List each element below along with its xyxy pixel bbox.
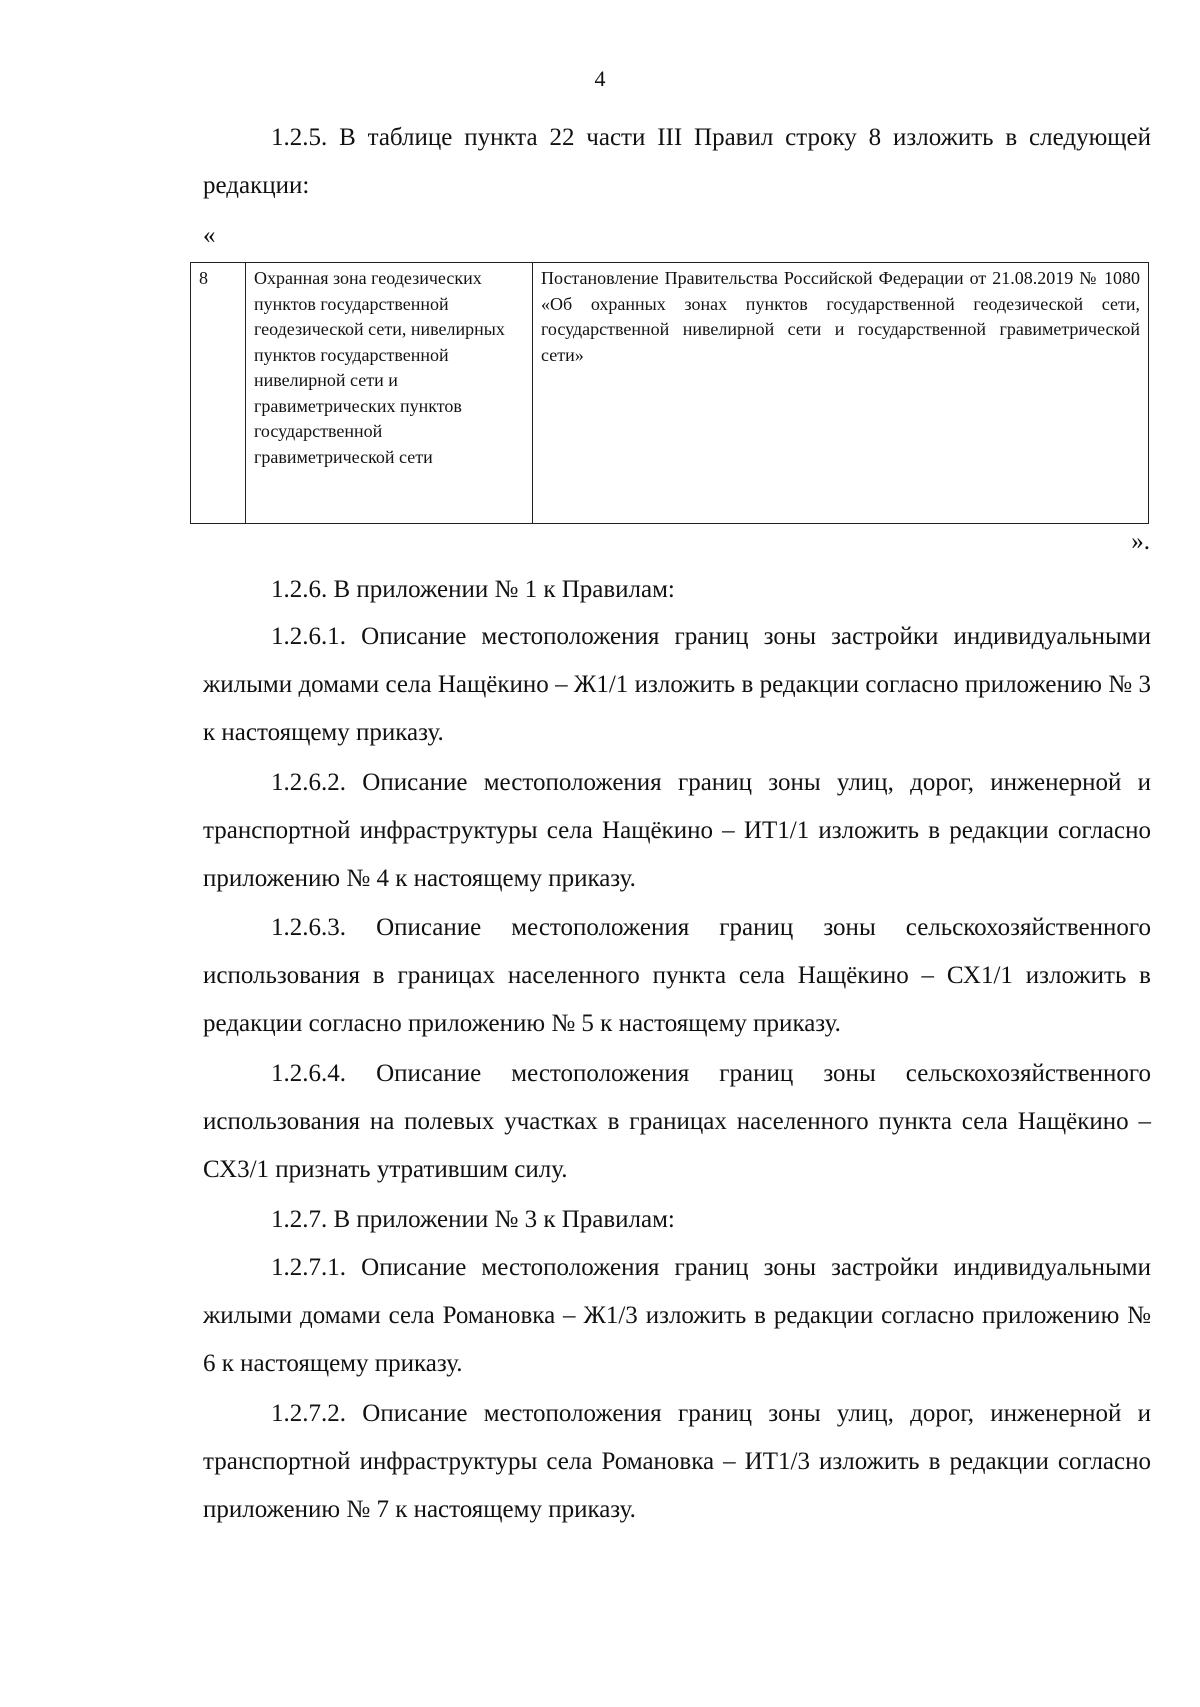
paragraph-1-2-7-1: 1.2.7.1. Описание местоположения границ зоны застройки индивидуальными жилыми домами села Романовка – Ж1/3 изложить в редакции согласно приложению № 6 к настоящему приказу. (203, 1254, 1151, 1377)
page-number: 4 (594, 66, 606, 91)
paragraph-1-2-6-4: 1.2.6.4. Описание местоположения границ зоны сельскохозяйственного использования на полевых участках в границах населенного пункта села Нащёкино – СХ3/1 признать утратившим силу. (203, 1060, 1151, 1183)
closing-quote: ». (1131, 528, 1150, 555)
opening-quote: « (203, 222, 216, 249)
legal-document-cell: Постановление Правительства Российской Федерации от 21.08.2019 № 1080 «Об охранных зонах пунктов государственной геодезической сети, государственной нивелирной сети и государственной гравиметрической сети» (533, 263, 1149, 524)
paragraph-1-2-6-1: 1.2.6.1. Описание местоположения границ зоны застройки индивидуальными жилыми домами села Нащёкино – Ж1/1 изложить в редакции согласно приложению № 3 к настоящему приказу. (203, 623, 1151, 746)
paragraph-1-2-5: 1.2.5. В таблице пункта 22 части III Правил строку 8 изложить в следующей редакции: (203, 124, 1151, 199)
paragraph-1-2-7-2: 1.2.7.2. Описание местоположения границ зоны улиц, дорог, инженерной и транспортной инфраструктуры села Романовка – ИТ1/3 изложить в редакции согласно приложению № 7 к настоящему приказу. (203, 1400, 1151, 1523)
paragraph-1-2-6-2: 1.2.6.2. Описание местоположения границ зоны улиц, дорог, инженерной и транспортной инфраструктуры села Нащёкино – ИТ1/1 изложить в редакции согласно приложению № 4 к настоящему приказу. (203, 769, 1151, 892)
row-number-cell: 8 (191, 263, 246, 524)
paragraph-1-2-6: 1.2.6. В приложении № 1 к Правилам: (271, 576, 675, 603)
paragraph-1-2-6-3: 1.2.6.3. Описание местоположения границ зоны сельскохозяйственного использования в границах населенного пункта села Нащёкино – СХ1/1 изложить в редакции согласно приложению № 5 к настоящему приказу. (203, 914, 1151, 1037)
amendment-table (190, 262, 1149, 524)
table-row (191, 263, 1149, 524)
paragraph-1-2-7: 1.2.7. В приложении № 3 к Правилам: (271, 1206, 675, 1233)
zone-name-cell: Охранная зона геодезических пунктов государственной геодезической сети, нивелирных пунктов государственной нивелирной сети и гравиметрических пунктов государственной гравиметрической сети (246, 263, 533, 524)
